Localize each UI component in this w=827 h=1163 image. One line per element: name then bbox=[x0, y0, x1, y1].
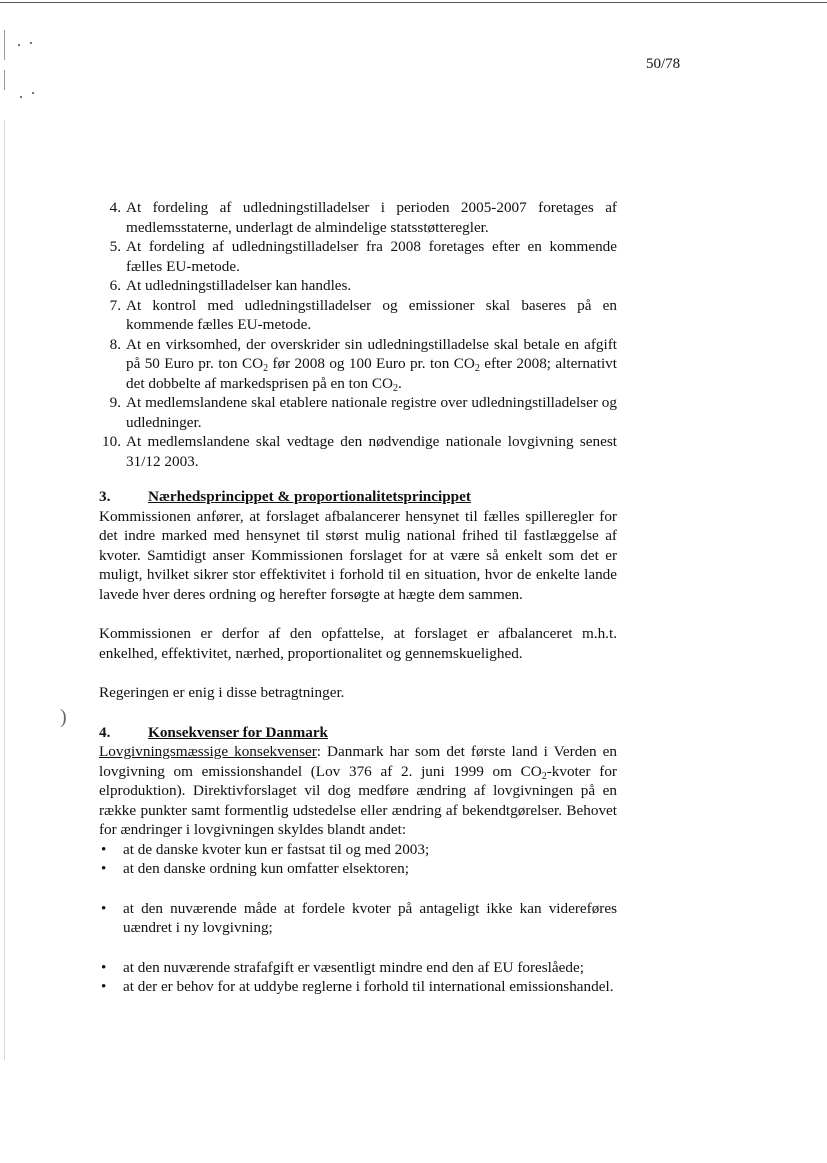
list-item bbox=[99, 335, 617, 394]
item-text: At en virksomhed, der overskrider sin udledningstilladelse skal betale en afgift på 50 Euro pr. ton $CO_2$ før 2008 og 100 Euro pr. ton $CO_2$ efter 2008; alternativt det dobbelte af markedsprisen på en ton $CO_2$. bbox=[126, 335, 617, 394]
document-body bbox=[99, 198, 617, 997]
list-item bbox=[99, 198, 617, 237]
section-heading-3 bbox=[99, 487, 617, 507]
margin-mark bbox=[4, 120, 5, 1060]
margin-mark bbox=[4, 70, 5, 90]
item-text: At udledningstilladelser kan handles. bbox=[126, 277, 352, 294]
bullet-item: • at den danske ordning kun omfatter elsektoren; bbox=[101, 860, 409, 877]
list-item bbox=[99, 393, 617, 432]
section-title: Nærhedsprincippet & proportionalitetsprincippet bbox=[148, 488, 471, 505]
item-text: At fordeling af udledningstilladelser i perioden 2005-2007 foretages af medlemsstaterne, underlagt de almindelige statsstøtteregler. bbox=[126, 199, 617, 236]
item-number: 10. bbox=[102, 433, 121, 450]
list-item bbox=[99, 237, 617, 276]
paragraph: Kommissionen er derfor af den opfattelse, at forslaget er afbalanceret m.h.t. enkelhed, effektivitet, nærhed, proportionalitet og gennemskuelighed. bbox=[99, 625, 617, 662]
page-number: 50/78 bbox=[646, 56, 681, 72]
margin-paren-mark: ) bbox=[60, 706, 67, 728]
bullet-item: • at den nuværende måde at fordele kvoter på antageligt ikke kan videreføres uændret i ny lovgivning; bbox=[101, 899, 617, 936]
scan-dot bbox=[32, 92, 34, 94]
section-number: 3. bbox=[99, 488, 111, 505]
paragraph: Regeringen er enig i disse betragtninger. bbox=[99, 684, 345, 701]
scan-dot bbox=[20, 96, 22, 98]
section-heading-4 bbox=[99, 723, 617, 743]
item-number: 5. bbox=[109, 238, 121, 255]
item-text: At medlemslandene skal vedtage den nødvendige nationale lovgivning senest 31/12 2003. bbox=[126, 433, 617, 470]
item-number: 4. bbox=[109, 199, 121, 216]
item-number: 7. bbox=[109, 296, 121, 314]
bullet-icon: • bbox=[101, 958, 107, 976]
bullet-icon: • bbox=[101, 978, 107, 995]
list-item bbox=[99, 276, 617, 296]
item-text: At medlemslandene skal etablere nationale registre over udledningstilladelser og udledninger. bbox=[126, 394, 617, 431]
section-title: Konsekvenser for Danmark bbox=[148, 723, 329, 741]
scan-dot bbox=[18, 44, 20, 46]
bullet-icon: • bbox=[101, 899, 107, 917]
bullet-icon: • bbox=[101, 860, 107, 877]
bullet-icon: • bbox=[101, 840, 107, 858]
paragraph: Kommissionen anfører, at forslaget afbalancerer hensynet til fælles spilleregler for det indre marked med hensynet til størst mulig national frihed til fastlæggelse af kvoter. Samtidigt anser Kommissionen forslaget for at være så enkelt som det er muligt, hvilket sikrer stor effektivitet i forhold til en situation, hvor de enkelte lande lavede hver deres ordning og herefter forsøgte at hægte dem sammen. bbox=[99, 507, 617, 603]
bullet-list bbox=[99, 840, 617, 997]
margin-mark bbox=[4, 30, 5, 60]
numbered-list bbox=[99, 198, 617, 471]
item-text: At fordeling af udledningstilladelser fra 2008 foretages efter en kommende fælles EU-metode. bbox=[126, 238, 617, 275]
item-number: 9. bbox=[109, 394, 121, 411]
paragraph: Lovgivningsmæssige konsekvenser: Danmark har som det første land i Verden en lovgivning om emissionshandel (Lov 376 af 2. juni 1999 om $CO_2$-kvoter for elproduktion). Direktivforslaget vil dog medføre ændring af lovgivningen på en række punkter samt formentlig udstedelse eller ændring af bekendtgørelser. Behovet for ændringer i lovgivningen skyldes blandt andet: bbox=[99, 743, 618, 838]
item-number: 8. bbox=[109, 335, 121, 353]
item-number: 6. bbox=[109, 277, 121, 294]
list-item bbox=[99, 432, 617, 471]
bullet-item: • at den nuværende strafafgift er væsentligt mindre end den af EU foreslåede; bbox=[101, 958, 584, 976]
lead-phrase: Lovgivningsmæssige konsekvenser bbox=[99, 743, 317, 760]
bullet-item: • at de danske kvoter kun er fastsat til og med 2003; bbox=[101, 840, 430, 858]
bullet-item: • at der er behov for at uddybe reglerne i forhold til international emissionshandel. bbox=[101, 978, 614, 995]
page-top-rule bbox=[0, 2, 827, 3]
scan-dot bbox=[30, 42, 32, 44]
section-number: 4. bbox=[99, 723, 111, 741]
list-item bbox=[99, 296, 617, 335]
item-text: At kontrol med udledningstilladelser og emissioner skal baseres på en kommende fælles EU-metode. bbox=[126, 296, 617, 333]
